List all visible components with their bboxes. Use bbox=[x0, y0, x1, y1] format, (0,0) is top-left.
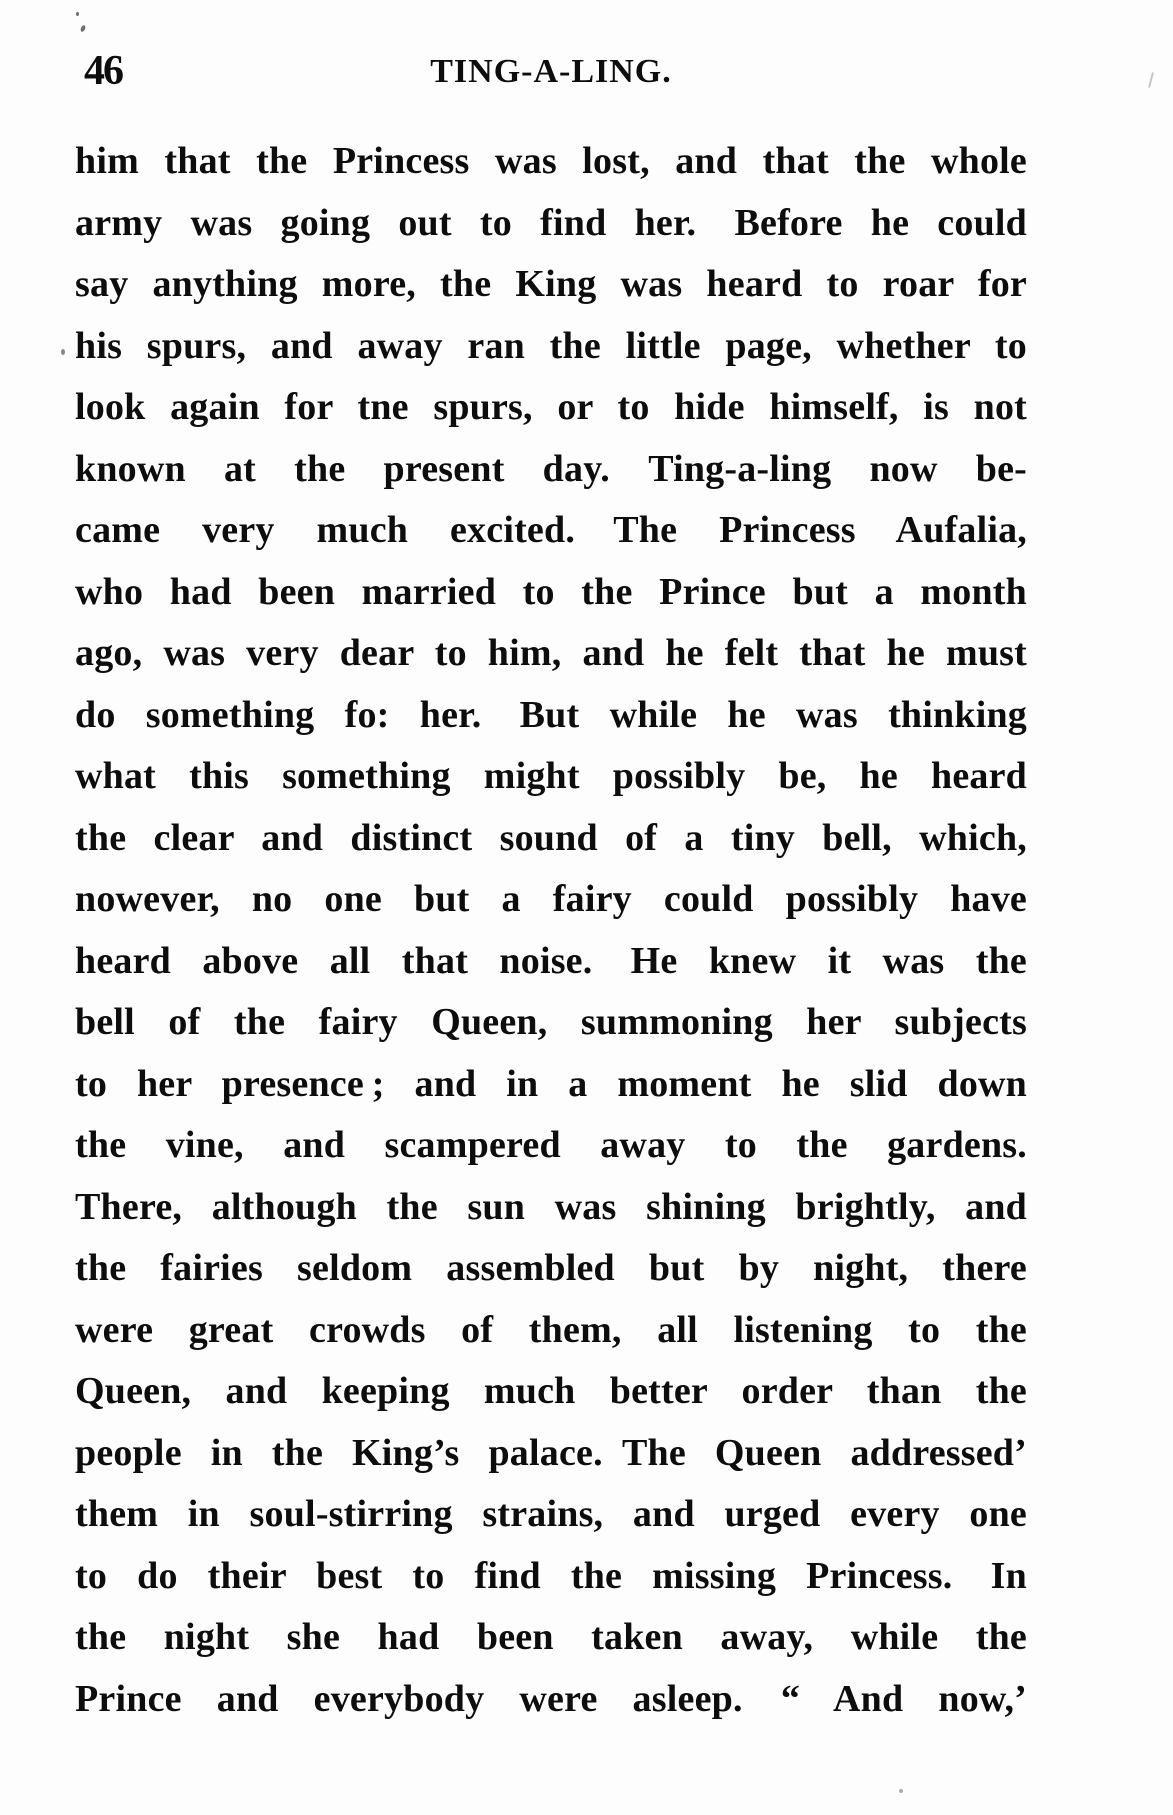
text-line: them in soul-stirring strains, and urged every one bbox=[75, 1493, 1027, 1535]
text-line: There, although the sun was shining brightly, and bbox=[75, 1185, 1027, 1228]
running-title: TING-A-LING. bbox=[430, 53, 672, 90]
text-line: army was going out to find her. Before he could bbox=[75, 201, 1027, 244]
scan-speck bbox=[76, 12, 79, 16]
text-line: the vine, and scampered away to the gardens. bbox=[75, 1124, 1027, 1166]
text-line: were great crowds of them, all listening to the bbox=[75, 1308, 1027, 1351]
text-line: the fairies seldom assembled but by night, there bbox=[75, 1247, 1027, 1289]
scan-speck bbox=[61, 349, 65, 355]
text-line: Prince and everybody were asleep. “ And now,’ bbox=[75, 1677, 1027, 1720]
text-line: the clear and distinct sound of a tiny bell, which, bbox=[75, 816, 1027, 859]
text-line: bell of the fairy Queen, summoning her subjects bbox=[75, 1001, 1027, 1043]
text-line: ago, was very dear to him, and he felt that he must bbox=[75, 632, 1027, 674]
scan-speck bbox=[1148, 72, 1154, 88]
text-line: to her presence ; and in a moment he slid down bbox=[75, 1062, 1027, 1105]
text-line: him that the Princess was lost, and that the whole bbox=[75, 140, 1027, 182]
text-line: people in the King’s palace. The Queen addressed’ bbox=[75, 1431, 1027, 1474]
scan-speck bbox=[80, 24, 87, 32]
text-line: known at the present day. Ting-a-ling now be- bbox=[75, 447, 1027, 490]
text-line: to do their best to find the missing Princess. In bbox=[75, 1554, 1027, 1597]
text-line: Queen, and keeping much better order than the bbox=[75, 1370, 1027, 1412]
text-line: came very much excited. The Princess Aufalia, bbox=[75, 509, 1027, 551]
page-number: 46 bbox=[84, 48, 122, 94]
body-text bbox=[75, 131, 1027, 1730]
text-line: do something fo: her. But while he was thinking bbox=[75, 693, 1027, 736]
text-line: the night she had been taken away, while the bbox=[75, 1616, 1027, 1658]
text-line: heard above all that noise. He knew it was the bbox=[75, 939, 1027, 982]
scan-speck bbox=[899, 1789, 903, 1793]
text-line: look again for tne spurs, or to hide himself, is not bbox=[75, 386, 1027, 428]
text-line: say anything more, the King was heard to roar for bbox=[75, 263, 1027, 305]
text-line: what this something might possibly be, he heard bbox=[75, 755, 1027, 797]
text-line: who had been married to the Prince but a month bbox=[75, 570, 1027, 613]
text-line: nowever, no one but a fairy could possibly have bbox=[75, 878, 1027, 920]
text-line: his spurs, and away ran the little page, whether to bbox=[75, 324, 1027, 367]
